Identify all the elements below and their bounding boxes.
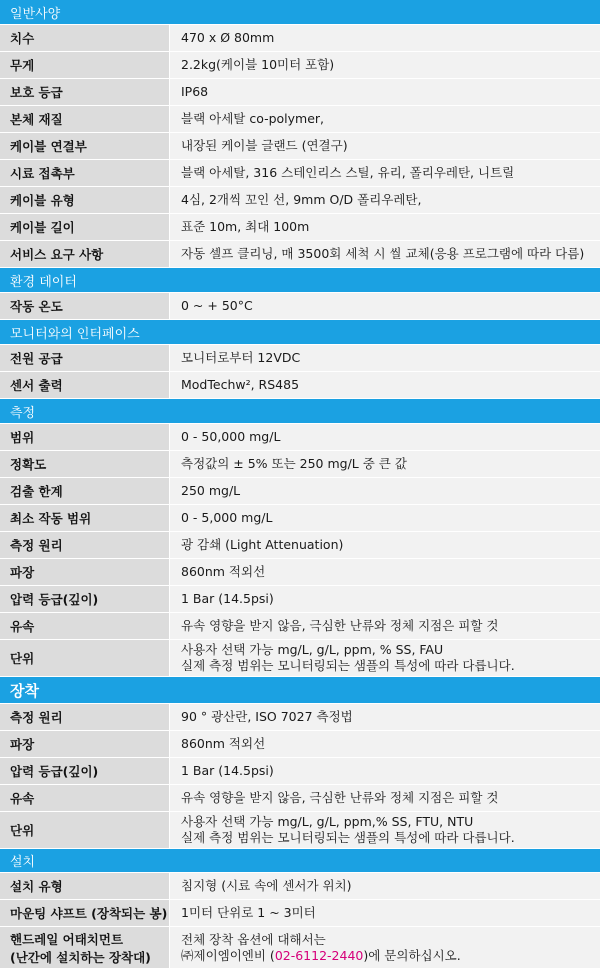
section-header: 장착	[0, 677, 600, 704]
spec-label-text: 최소 작동 범위	[10, 511, 92, 526]
spec-value	[170, 52, 600, 78]
spec-value-text: 모니터로부터 12VDC	[181, 350, 301, 365]
spec-label	[0, 187, 170, 213]
spec-label-text: 압력 등급(깊이)	[10, 764, 99, 779]
spec-label	[0, 900, 170, 926]
spec-label-text: 유속	[10, 619, 35, 634]
spec-value-text: ModTechw², RS485	[181, 377, 300, 392]
spec-label-text: 전원 공급	[10, 351, 63, 366]
section-header: 설치	[0, 849, 600, 873]
spec-label	[0, 559, 170, 585]
spec-label-text: 단위	[10, 651, 35, 666]
spec-row	[0, 586, 600, 613]
spec-label-text: 측정 원리	[10, 710, 63, 725]
spec-label-text: 검출 한계	[10, 484, 63, 499]
spec-label	[0, 25, 170, 51]
contact-line	[181, 948, 600, 964]
section-header: 환경 데이터	[0, 268, 600, 293]
spec-label-text: 케이블 유형	[10, 193, 75, 208]
spec-value	[170, 160, 600, 186]
spec-row	[0, 704, 600, 731]
spec-value	[170, 451, 600, 477]
spec-value	[170, 559, 600, 585]
spec-row	[0, 559, 600, 586]
spec-label-text: 측정 원리	[10, 538, 63, 553]
spec-value	[170, 79, 600, 105]
spec-value-text: 4심, 2개씩 꼬인 선, 9mm O/D 폴리우레탄,	[181, 192, 422, 207]
spec-label-text: 파장	[10, 565, 35, 580]
spec-row	[0, 900, 600, 927]
spec-label-text: 압력 등급(깊이)	[10, 592, 99, 607]
spec-row	[0, 613, 600, 640]
spec-value	[170, 900, 600, 926]
spec-value	[170, 187, 600, 213]
spec-row	[0, 160, 600, 187]
spec-row	[0, 293, 600, 320]
spec-label-text-line2: (난간에 설치하는 장착대)	[10, 949, 151, 965]
spec-value	[170, 613, 600, 639]
spec-label	[0, 586, 170, 612]
spec-label	[0, 785, 170, 811]
spec-label	[0, 133, 170, 159]
spec-value-text: 0 - 50,000 mg/L	[181, 429, 281, 444]
section-header: 측정	[0, 399, 600, 424]
spec-row	[0, 133, 600, 160]
spec-label-text: 케이블 길이	[10, 220, 75, 235]
spec-row	[0, 785, 600, 812]
spec-label-text: 본체 재질	[10, 112, 63, 127]
spec-row	[0, 731, 600, 758]
spec-label	[0, 927, 170, 968]
spec-row	[0, 106, 600, 133]
spec-row	[0, 478, 600, 505]
spec-value	[170, 785, 600, 811]
section-header: 모니터와의 인터페이스	[0, 320, 600, 345]
spec-value-text: 유속 영향을 받지 않음, 극심한 난류와 정체 지점은 피할 것	[181, 618, 499, 633]
spec-value	[170, 478, 600, 504]
spec-value-text: 표준 10m, 최대 100m	[181, 219, 310, 234]
spec-value	[170, 812, 600, 848]
spec-label	[0, 478, 170, 504]
spec-label-text: 작동 온도	[10, 299, 63, 314]
spec-value-text: IP68	[181, 84, 209, 99]
spec-value-text: 1 Bar (14.5psi)	[181, 591, 274, 606]
spec-value-text: 침지형 (시료 속에 센서가 위치)	[181, 878, 352, 893]
spec-value-text: 내장된 케이블 글랜드 (연결구)	[181, 138, 348, 153]
spec-row	[0, 424, 600, 451]
spec-label-text: 정확도	[10, 457, 47, 472]
spec-value-text: 전체 장착 옵션에 대해서는	[181, 931, 326, 947]
spec-label	[0, 372, 170, 398]
spec-value-text: 0 ~ + 50°C	[181, 298, 253, 313]
spec-value	[170, 505, 600, 531]
spec-value-text: 자동 셀프 클리닝, 매 3500회 세척 시 씰 교체(응용 프로그램에 따라 다름)	[181, 246, 585, 261]
spec-label-text: 치수	[10, 31, 35, 46]
spec-label-text: 무게	[10, 58, 35, 73]
spec-value-text: 광 감쇄 (Light Attenuation)	[181, 537, 344, 552]
spec-value	[170, 640, 600, 676]
spec-row	[0, 451, 600, 478]
spec-value-text: 측정값의 ± 5% 또는 250 mg/L 중 큰 값	[181, 456, 407, 471]
spec-row	[0, 345, 600, 372]
spec-row	[0, 640, 600, 677]
spec-value-text: 1미터 단위로 1 ~ 3미터	[181, 905, 316, 920]
spec-value	[170, 532, 600, 558]
spec-row	[0, 25, 600, 52]
spec-value	[170, 133, 600, 159]
spec-row	[0, 927, 600, 969]
spec-row	[0, 52, 600, 79]
spec-label-text: 유속	[10, 791, 35, 806]
spec-value-text: 2.2kg(케이블 10미터 포함)	[181, 57, 335, 72]
spec-value-text: 유속 영향을 받지 않음, 극심한 난류와 정체 지점은 피할 것	[181, 790, 499, 805]
spec-value	[170, 372, 600, 398]
spec-value	[170, 873, 600, 899]
spec-label	[0, 52, 170, 78]
spec-row	[0, 532, 600, 559]
spec-value	[170, 758, 600, 784]
spec-value	[170, 927, 600, 968]
spec-label-text: 범위	[10, 430, 35, 445]
spec-label	[0, 214, 170, 240]
spec-value-text: 블랙 아세탈, 316 스테인리스 스틸, 유리, 폴리우레탄, 니트릴	[181, 165, 515, 180]
spec-value-text: 860nm 적외선	[181, 564, 266, 579]
spec-label	[0, 505, 170, 531]
spec-row	[0, 505, 600, 532]
spec-value-text-line2: 실제 측정 범위는 모니터링되는 샘플의 특성에 따라 다릅니다.	[181, 830, 515, 845]
spec-value-text: 860nm 적외선	[181, 736, 266, 751]
spec-value-text-line2: 실제 측정 범위는 모니터링되는 샘플의 특성에 따라 다릅니다.	[181, 658, 515, 673]
spec-value	[170, 731, 600, 757]
spec-label	[0, 345, 170, 371]
spec-label-text: 설치 유형	[10, 879, 63, 894]
spec-value	[170, 106, 600, 132]
spec-label	[0, 873, 170, 899]
spec-label-text: 핸드레일 어태치먼트	[10, 931, 124, 947]
spec-value-text: 1 Bar (14.5psi)	[181, 763, 274, 778]
spec-label	[0, 106, 170, 132]
company-name: ㈜제이엠이엔비 (	[181, 947, 275, 963]
spec-row	[0, 812, 600, 849]
spec-label	[0, 79, 170, 105]
spec-row	[0, 79, 600, 106]
spec-label	[0, 640, 170, 676]
spec-value	[170, 424, 600, 450]
spec-label	[0, 424, 170, 450]
spec-label-text: 케이블 연결부	[10, 139, 87, 154]
spec-label	[0, 704, 170, 730]
contact-suffix: )에 문의하십시오.	[363, 947, 461, 963]
spec-row	[0, 214, 600, 241]
spec-label	[0, 293, 170, 319]
spec-value-text: 0 - 5,000 mg/L	[181, 510, 273, 525]
spec-value	[170, 241, 600, 267]
spec-row	[0, 873, 600, 900]
spec-row	[0, 372, 600, 399]
spec-value	[170, 704, 600, 730]
spec-label-text: 마운팅 샤프트 (장착되는 봉)	[10, 906, 168, 921]
spec-value-text: 사용자 선택 가능 mg/L, g/L, ppm, % SS, FAU	[181, 642, 444, 657]
spec-label-text: 보호 등급	[10, 85, 63, 100]
spec-row	[0, 241, 600, 268]
spec-label	[0, 451, 170, 477]
spec-label	[0, 532, 170, 558]
phone-number[interactable]: 02-6112-2440	[274, 947, 364, 963]
spec-label	[0, 160, 170, 186]
spec-value-text: 사용자 선택 가능 mg/L, g/L, ppm,% SS, FTU, NTU	[181, 814, 474, 829]
spec-label-text: 시료 접촉부	[10, 166, 75, 181]
spec-row	[0, 187, 600, 214]
spec-value	[170, 293, 600, 319]
spec-value-text: 90 ° 광산란, ISO 7027 측정법	[181, 709, 353, 724]
spec-value	[170, 214, 600, 240]
spec-label-text: 센서 출력	[10, 378, 63, 393]
spec-value	[170, 345, 600, 371]
spec-value	[170, 25, 600, 51]
spec-label	[0, 731, 170, 757]
spec-value-text: 470 x Ø 80mm	[181, 30, 275, 45]
spec-value	[170, 586, 600, 612]
spec-row	[0, 758, 600, 785]
spec-value-text: 250 mg/L	[181, 483, 241, 498]
spec-label-text: 단위	[10, 823, 35, 838]
spec-label-text: 파장	[10, 737, 35, 752]
spec-label	[0, 812, 170, 848]
spec-label	[0, 613, 170, 639]
spec-label-text: 서비스 요구 사항	[10, 247, 104, 262]
spec-label	[0, 758, 170, 784]
spec-value-text: 블랙 아세탈 co-polymer,	[181, 111, 325, 126]
spec-label	[0, 241, 170, 267]
section-header: 일반사양	[0, 0, 600, 25]
